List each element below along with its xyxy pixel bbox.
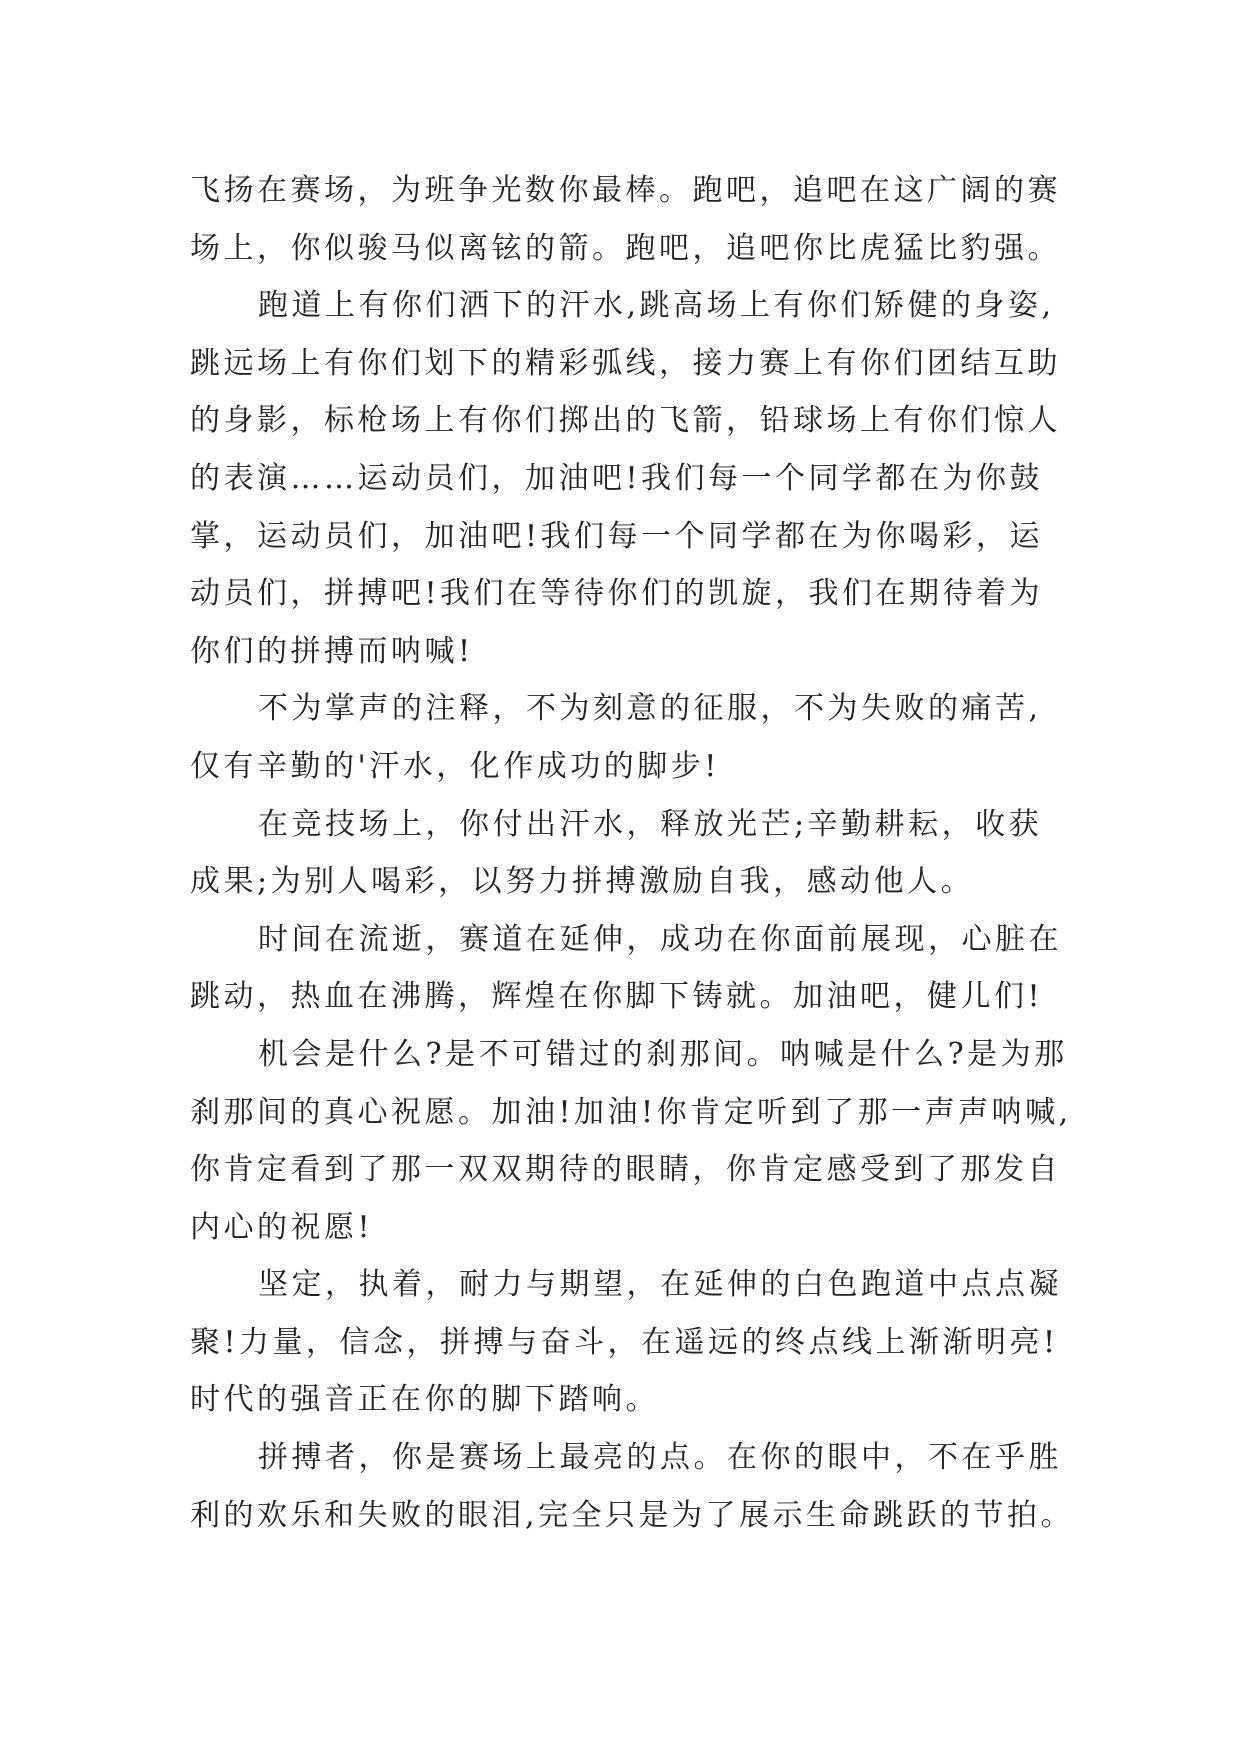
text-line: 飞扬在赛场，为班争光数你最棒。跑吧，追吧在这广阔的赛 bbox=[190, 173, 1061, 208]
paragraph-first-line: 拼搏者，你是赛场上最亮的点。在你的眼中，不在乎胜 bbox=[258, 1440, 1062, 1476]
text-line: 聚!力量，信念，拼搏与奋斗，在遥远的终点线上渐渐明亮! bbox=[190, 1324, 1059, 1360]
text-line: 你们的拼搏而呐喊! bbox=[190, 633, 474, 669]
text-line: 场上，你似骏马似离铉的箭。跑吧，追吧你比虎猛比豹强。 bbox=[190, 230, 1061, 266]
paragraph-first-line: 机会是什么?是不可错过的刹那间。呐喊是什么?是为那 bbox=[258, 1036, 1068, 1072]
text-line: 利的欢乐和失败的眼泪,完全只是为了展示生命跳跃的节拍。 bbox=[190, 1497, 1075, 1533]
text-line: 你肯定看到了那一双双期待的眼睛，你肯定感受到了那发自 bbox=[190, 1152, 1061, 1188]
text-line: 的表演……运动员们，加油吧!我们每一个同学都在为你鼓 bbox=[190, 460, 1044, 496]
paragraph-first-line: 坚定，执着，耐力与期望，在延伸的白色跑道中点点凝 bbox=[258, 1267, 1062, 1303]
text-line: 时代的强音正在你的脚下踏响。 bbox=[190, 1382, 659, 1418]
text-line: 内心的祝愿! bbox=[190, 1209, 374, 1245]
text-line: 跳远场上有你们划下的精彩弧线，接力赛上有你们团结互助 bbox=[190, 345, 1061, 381]
text-line: 动员们，拼搏吧!我们在等待你们的凯旋，我们在期待着为 bbox=[190, 576, 1044, 612]
document-body bbox=[190, 162, 1090, 1544]
paragraph-first-line: 在竞技场上，你付出汗水，释放光芒;辛勤耕耘，收获 bbox=[258, 806, 1043, 842]
paragraph-first-line: 时间在流逝，赛道在延伸，成功在你面前展现，心脏在 bbox=[258, 921, 1062, 957]
text-line: 仅有辛勤的'汗水，化作成功的脚步! bbox=[190, 748, 720, 784]
text-line: 跳动，热血在沸腾，辉煌在你脚下铸就。加油吧，健儿们! bbox=[190, 979, 1044, 1015]
paragraph-first-line: 跑道上有你们洒下的汗水,跳高场上有你们矫健的身姿, bbox=[258, 288, 1055, 324]
text-line: 的身影，标枪场上有你们掷出的飞箭，铅球场上有你们惊人 bbox=[190, 403, 1061, 439]
text-line: 成果;为别人喝彩，以努力拼搏激励自我，感动他人。 bbox=[190, 864, 975, 900]
text-line: 掌，运动员们，加油吧!我们每一个同学都在为你喝彩，运 bbox=[190, 518, 1044, 554]
text-line: 刹那间的真心祝愿。加油!加油!你肯定听到了那一声声呐喊, bbox=[190, 1094, 1072, 1130]
paragraph-first-line: 不为掌声的注释，不为刻意的征服，不为失败的痛苦, bbox=[258, 691, 1042, 727]
